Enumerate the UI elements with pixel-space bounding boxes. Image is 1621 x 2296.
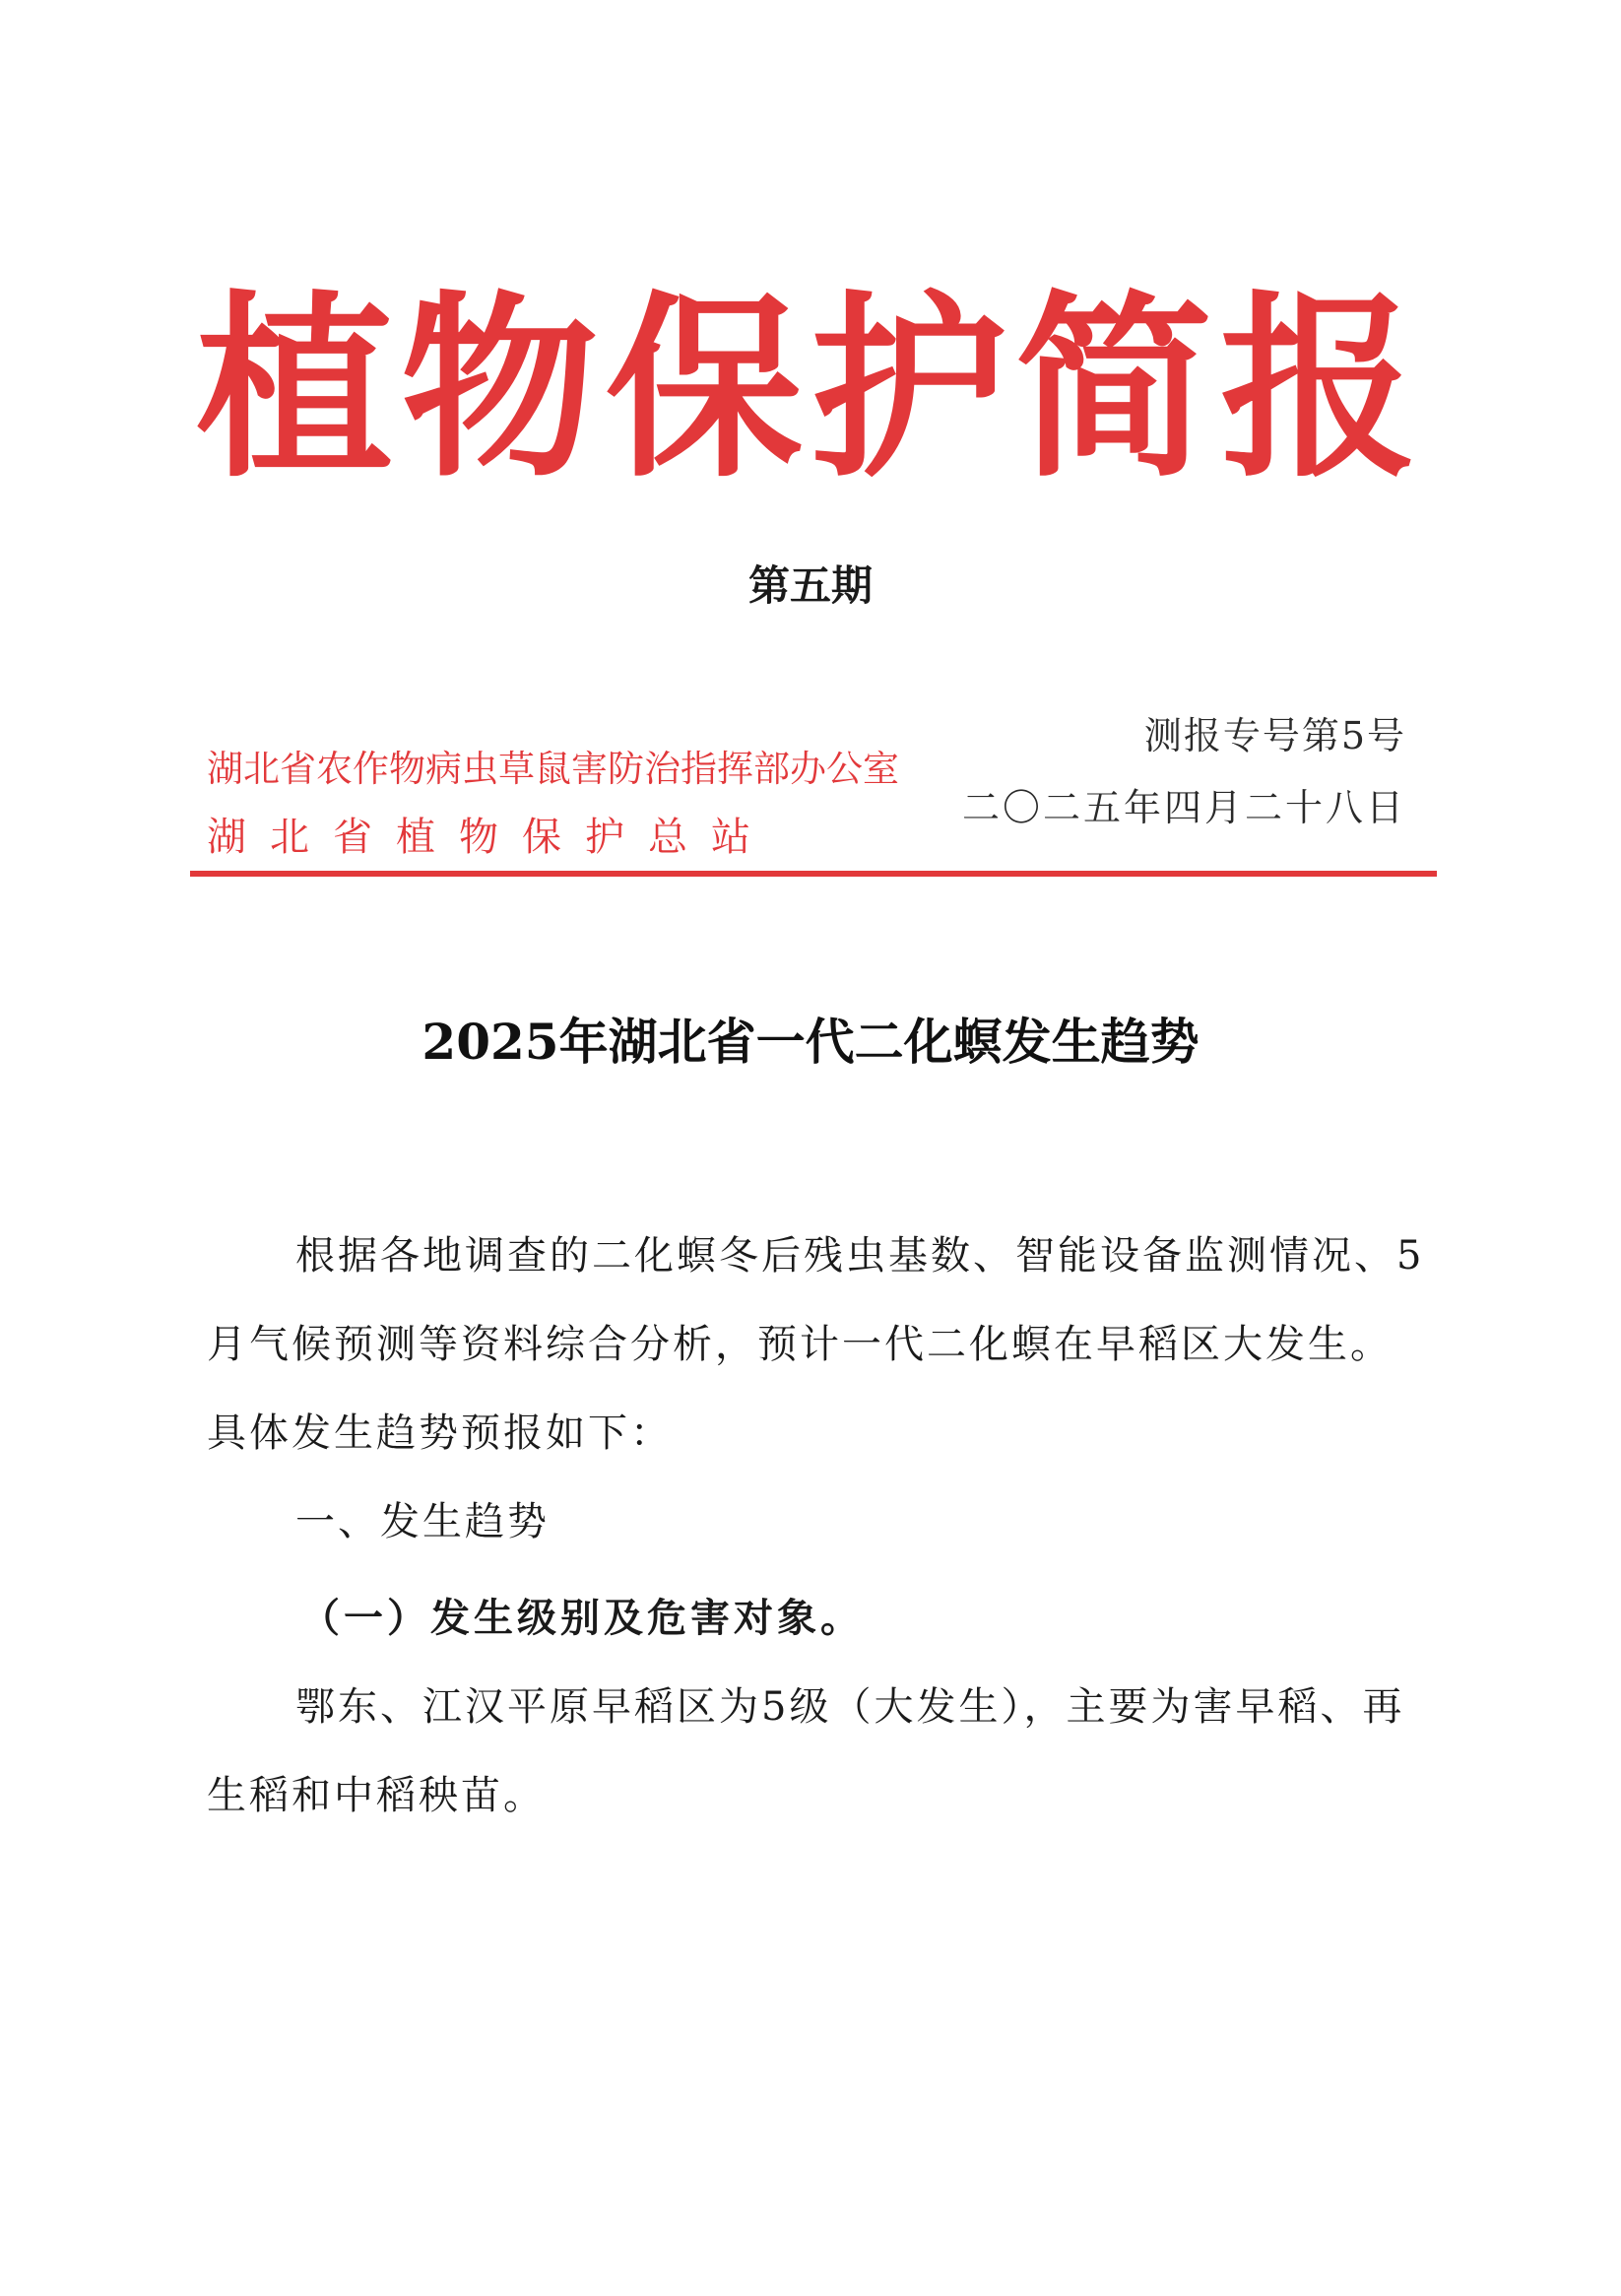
issue-number: 第五期 xyxy=(747,561,873,610)
intro-paragraph: 根据各地调查的二化螟冬后残虫基数、智能设备监测情况、5月气候预测等资料综合分析，预计一代二化螟在早稻区大发生。具体发生趋势预报如下： xyxy=(207,1233,1425,1456)
document-title: 2025年湖北省一代二化螟发生趋势 xyxy=(421,1013,1200,1071)
section-heading: 一、发生趋势 xyxy=(295,1499,550,1544)
subsection-heading: （一）发生级别及危害对象。 xyxy=(300,1596,864,1641)
issuing-office: 湖北省农作物病虫草鼠害防治指挥部办公室 xyxy=(207,748,899,790)
issuing-station: 湖北省植物保护总站 xyxy=(207,815,774,860)
red-divider-line xyxy=(190,871,1437,877)
subsection-paragraph: 鄂东、江汉平原早稻区为5级（大发生），主要为害早稻、再生稻和中稻秧苗。 xyxy=(207,1684,1405,1818)
masthead-title: 植物保护简报 xyxy=(195,273,1425,504)
issue-date: 二〇二五年四月二十八日 xyxy=(961,786,1406,829)
serial-number: 测报专号第5号 xyxy=(1143,714,1406,757)
